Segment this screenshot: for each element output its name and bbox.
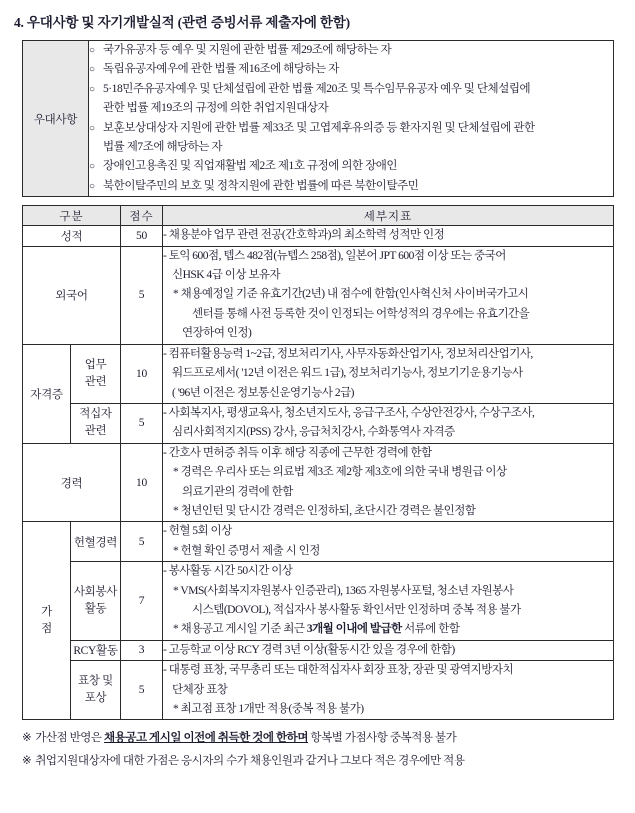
detail-line: - 토익 600점, 텝스 482점(뉴텝스 258점), 일본어 JPT 600점 이상 또는 중국어 xyxy=(163,249,506,262)
table-row xyxy=(23,403,614,443)
row-detail-cell xyxy=(163,403,614,443)
reference-mark-icon: ※ xyxy=(22,732,32,745)
footnote-emphasis: 채용공고 게시일 이전에 취득한 것에 한하며 xyxy=(104,732,308,745)
detail-line: 심리사회적지지(PSS) 강사, 응급처치강사, 수화통역사 자격증 xyxy=(172,426,455,439)
score-criteria-table xyxy=(22,205,614,720)
row-subcategory-label xyxy=(71,562,121,641)
detail-line: - 채용분야 업무 관련 전공(간호학과)의 최소학력 성적만 인정 xyxy=(163,229,445,242)
row-subcategory-label: RCY활동 xyxy=(71,640,121,660)
detail-text-bold: 3개월 이내에 발급한 xyxy=(306,623,402,636)
subcategory-line: 관련 xyxy=(84,375,107,388)
list-item-label xyxy=(103,119,613,158)
detail-line: 센터를 통해 사전 등록한 것이 인정되는 어학성적의 경우에는 유효기간을 xyxy=(192,307,530,320)
table-header-row xyxy=(23,206,614,226)
page-title: 4. 우대사항 및 자기개발실적 (관련 증빙서류 제출자에 한함) xyxy=(14,15,350,30)
list-item-line: 5·18민주유공자예우 및 단체설립에 관한 법률 제20조 및 특수임무유공자 예우 및 단체설립에 xyxy=(103,82,531,95)
detail-line: 단체장 표창 xyxy=(172,683,228,696)
detail-line: * 청년인턴 및 단시간 경력은 인정하되, 초단시간 경력은 불인정함 xyxy=(173,504,476,517)
subcategory-line: 적십자 xyxy=(79,408,112,421)
list-item xyxy=(89,177,613,196)
row-detail-cell xyxy=(163,344,614,403)
footnotes xyxy=(22,727,635,773)
footnote-2 xyxy=(22,750,635,773)
row-score-value: 10 xyxy=(121,344,163,403)
preference-table xyxy=(22,40,614,197)
footnote-1 xyxy=(22,727,635,750)
detail-line: * 헌혈 확인 증명서 제출 시 인정 xyxy=(173,544,320,557)
preference-label-cell: 우대사항 xyxy=(23,41,89,197)
detail-line: 시스템(DOVOL), 적십자사 봉사활동 확인서만 인정하며 중복 적용 불가 xyxy=(192,603,521,616)
row-score-value: 3 xyxy=(121,640,163,660)
footnote-post: 항복별 가점사항 중복적용 불가 xyxy=(308,732,457,745)
detail-line: ( '96년 이전은 정보통신운영기능사 2급) xyxy=(172,386,355,399)
circle-bullet-icon: ○ xyxy=(89,180,95,192)
table-row xyxy=(23,344,614,403)
list-item xyxy=(89,157,613,176)
category-line: 점 xyxy=(41,622,52,635)
detail-line: * 경력은 우리사 또는 의료법 제3조 제2항 제3호에 의한 국내 병원급 이상 xyxy=(173,466,507,479)
column-header-category: 구분 xyxy=(23,206,121,226)
list-item-line: 보훈보상대상자 지원에 관한 법률 제33조 및 고엽제후유의증 등 환자지원 및 단체설립에 관한 xyxy=(103,121,535,134)
table-row xyxy=(23,562,614,641)
row-category-label: 자격증 xyxy=(23,344,71,443)
detail-line: - 간호사 면허증 취득 이후 해당 직종에 근무한 경력에 한함 xyxy=(163,446,432,459)
detail-line-mixed xyxy=(163,620,613,639)
detail-line: * 최고점 표창 1개만 적용(중복 적용 불가) xyxy=(173,703,364,715)
footnote-pre: 가산점 반영은 xyxy=(35,732,104,745)
table-row xyxy=(23,661,614,720)
row-detail-cell xyxy=(163,562,614,641)
row-category-label: 외국어 xyxy=(23,246,121,344)
table-row xyxy=(23,246,614,344)
row-score-value: 5 xyxy=(121,522,163,562)
detail-line: 연장하여 인정) xyxy=(182,327,252,340)
row-subcategory-label xyxy=(71,661,121,720)
subcategory-line: 관련 xyxy=(84,425,107,438)
table-row xyxy=(23,640,614,660)
detail-text-pre: * 채용공고 게시일 기준 최근 xyxy=(173,623,307,636)
detail-line: 워드프로세서( '12년 이전은 워드 1급), 정보처리기능사, 정보기기운용기능사 xyxy=(172,367,523,380)
preference-items-cell xyxy=(89,41,614,197)
table-row xyxy=(23,443,614,522)
circle-bullet-icon: ○ xyxy=(89,83,95,95)
subcategory-line: 포상 xyxy=(84,692,107,705)
row-subcategory-label xyxy=(71,403,121,443)
list-item-label: 독립유공자예우에 관한 법률 제16조에 해당하는 자 xyxy=(103,63,339,76)
row-category-label: 경력 xyxy=(23,443,121,522)
row-score-value: 5 xyxy=(121,661,163,720)
detail-line: - 대통령 표창, 국무총리 또는 대한적십자사 회장 표창, 장관 및 광역지방자치 xyxy=(163,664,514,677)
row-subcategory-label xyxy=(71,344,121,403)
row-detail-cell xyxy=(163,640,614,660)
circle-bullet-icon: ○ xyxy=(89,64,95,76)
row-detail-cell xyxy=(163,246,614,344)
row-detail-cell xyxy=(163,443,614,522)
row-subcategory-label: 헌혈경력 xyxy=(71,522,121,562)
circle-bullet-icon: ○ xyxy=(89,45,95,56)
detail-line: - 사회복지사, 평생교육사, 청소년지도사, 응급구조사, 수상안전강사, 수상구조사, xyxy=(163,406,535,419)
row-score-value: 5 xyxy=(121,246,163,344)
category-line: 가 xyxy=(41,605,52,618)
table-row xyxy=(23,41,614,197)
list-item-label xyxy=(103,80,613,119)
row-detail-cell xyxy=(163,661,614,720)
circle-bullet-icon: ○ xyxy=(89,161,95,173)
row-category-label xyxy=(23,522,71,720)
detail-line: - 고등학교 이상 RCY 경력 3년 이상(활동시간 있을 경우에 한함) xyxy=(163,643,455,656)
column-header-detail: 세부지표 xyxy=(163,206,614,226)
subcategory-line: 표창 및 xyxy=(77,675,113,688)
list-item-label: 장애인고용촉진 및 직업재활법 제2조 제1호 규정에 의한 장애인 xyxy=(103,160,398,173)
subcategory-line: 사회봉사 xyxy=(73,585,118,598)
row-category-label: 성적 xyxy=(23,226,121,246)
detail-line: - 헌혈 5회 이상 xyxy=(163,525,232,538)
detail-line: * 채용예정일 기준 유효기간(2년) 내 점수에 한함(인사혁신처 사이버국가고시 xyxy=(173,288,529,301)
circle-bullet-icon: ○ xyxy=(89,122,95,134)
list-item-label: 북한이탈주민의 보호 및 정착지원에 관한 법률에 따른 북한이탈주민 xyxy=(103,179,419,192)
row-score-value: 50 xyxy=(121,226,163,246)
list-item-line: 관한 법률 제19조의 규정에 의한 취업지원대상자 xyxy=(103,102,329,115)
detail-line: - 봉사활동 시간 50시간 이상 xyxy=(163,565,293,578)
list-item xyxy=(89,41,613,60)
row-detail-cell xyxy=(163,522,614,562)
detail-line: 신HSK 4급 이상 보유자 xyxy=(172,269,281,282)
list-item-line: 법률 제7조에 해당하는 자 xyxy=(103,141,223,154)
subcategory-line: 업무 xyxy=(84,358,107,371)
row-detail-cell xyxy=(163,226,614,246)
detail-line: - 컴퓨터활용능력 1~2급, 정보처리기사, 사무자동화산업기사, 정보처리산업기사, xyxy=(163,347,533,360)
list-item-label: 국가유공자 등 예우 및 지원에 관한 법률 제29조에 해당하는 자 xyxy=(103,44,392,56)
row-score-value: 5 xyxy=(121,403,163,443)
list-item xyxy=(89,80,613,119)
subcategory-line: 활동 xyxy=(84,602,107,615)
detail-line: * VMS(사회복지자원봉사 인증관리), 1365 자원봉사포털, 청소년 자원봉사 xyxy=(173,584,514,597)
detail-text-post: 서류에 한함 xyxy=(401,623,460,636)
reference-mark-icon: ※ xyxy=(22,755,32,768)
detail-line: 의료기관의 경력에 한함 xyxy=(182,485,293,498)
column-header-score: 점수 xyxy=(121,206,163,226)
list-item xyxy=(89,60,613,79)
footnote-text: 취업지원대상자에 대한 가점은 응시자의 수가 채용인원과 같거나 그보다 적은 경우에만 적용 xyxy=(35,755,465,768)
table-row xyxy=(23,522,614,562)
table-row xyxy=(23,226,614,246)
row-score-value: 10 xyxy=(121,443,163,522)
list-item xyxy=(89,119,613,158)
row-score-value: 7 xyxy=(121,562,163,641)
